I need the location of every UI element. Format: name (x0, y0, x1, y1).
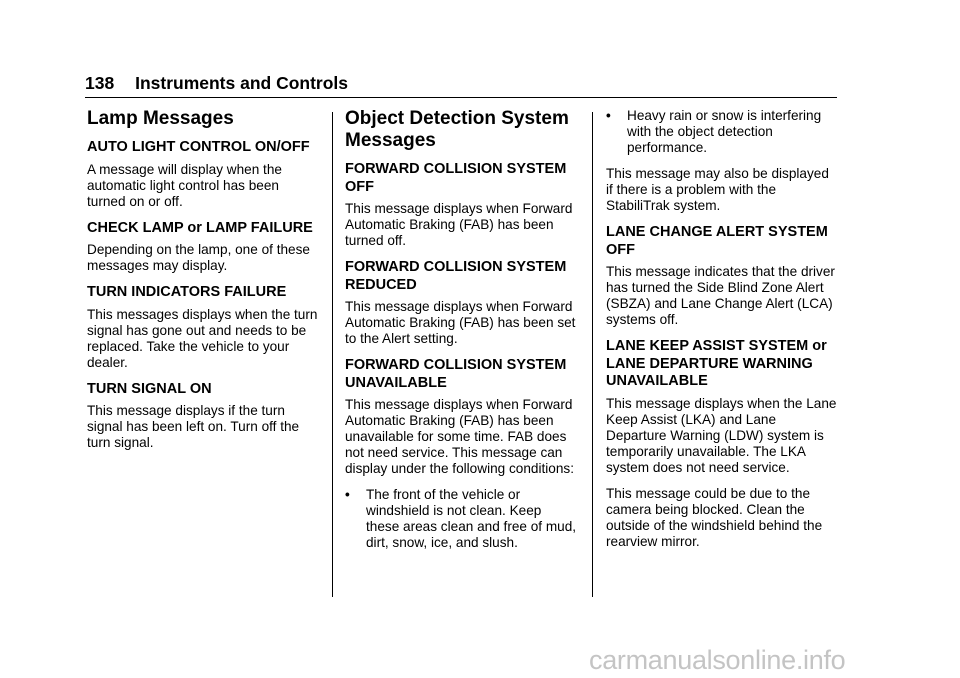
header-rule (85, 97, 837, 98)
column-continued (606, 108, 838, 560)
bullet-glyph: • (606, 108, 611, 123)
section-text: This message displays when Forward Automatic Braking (FAB) has been turned off. (345, 201, 573, 248)
section-text: This message displays when Forward Automatic Braking (FAB) has been unavailable for some time. FAB does not need service. This message can display under the following conditions: (345, 397, 574, 476)
page-number: 138 (85, 73, 115, 93)
column-object-detection (345, 108, 577, 561)
list-item (606, 108, 838, 156)
column-title: Lamp Messages (87, 108, 234, 129)
section-heading: TURN INDICATORS FAILURE (87, 284, 287, 300)
list-item-text: Heavy rain or snow is interfering with the object detection performance. (627, 108, 822, 155)
section-heading: LANE KEEP ASSIST SYSTEM or LANE DEPARTURE WARNING UNAVAILABLE (606, 338, 827, 389)
section-heading: AUTO LIGHT CONTROL ON/OFF (87, 139, 310, 155)
column-divider (592, 112, 593, 597)
section-heading: LANE CHANGE ALERT SYSTEM OFF (606, 224, 828, 258)
section-heading: FORWARD COLLISION SYSTEM UNAVAILABLE (345, 357, 567, 391)
section-text: This messages displays when the turn signal has gone out and needs to be replaced. Take the vehicle to your dealer. (87, 306, 318, 370)
column-title: Object Detection System Messages (345, 108, 569, 151)
section-text: This message displays when Forward Automatic Braking (FAB) has been set to the Alert setting. (345, 299, 576, 346)
section-text: This message displays when the Lane Keep Assist (LKA) and Lane Departure Warning (LDW) system is temporarily unavailable. The LKA system does not need service. (606, 395, 837, 475)
column-lamp-messages (87, 108, 319, 461)
section-heading: TURN SIGNAL ON (87, 380, 212, 397)
list-item-text: The front of the vehicle or windshield is not clean. Keep these areas clean and free of mud, dirt, snow, ice, and slush. (366, 487, 577, 550)
section-heading: FORWARD COLLISION SYSTEM REDUCED (345, 259, 567, 293)
page-header (85, 72, 837, 94)
column-divider (332, 112, 333, 597)
section-title: Instruments and Controls (135, 73, 349, 93)
section-text: This message could be due to the camera being blocked. Clean the outside of the windshield behind the rearview mirror. (606, 485, 823, 549)
section-heading: CHECK LAMP or LAMP FAILURE (87, 219, 313, 236)
section-text: This message may also be displayed if there is a problem with the StabiliTrak system. (606, 166, 829, 213)
list-item (345, 487, 577, 551)
section-heading: FORWARD COLLISION SYSTEM OFF (345, 161, 567, 195)
watermark: carmanualsonline.info (589, 645, 846, 675)
section-text: A message will display when the automatic light control has been turned on or off. (87, 161, 282, 209)
section-text: This message indicates that the driver has turned the Side Blind Zone Alert (SBZA) and Lane Change Alert (LCA) systems off. (606, 264, 835, 327)
section-text: This message displays if the turn signal has been left on. Turn off the turn signal. (87, 403, 300, 450)
bullet-glyph: • (345, 487, 350, 502)
section-text: Depending on the lamp, one of these messages may display. (87, 242, 310, 273)
